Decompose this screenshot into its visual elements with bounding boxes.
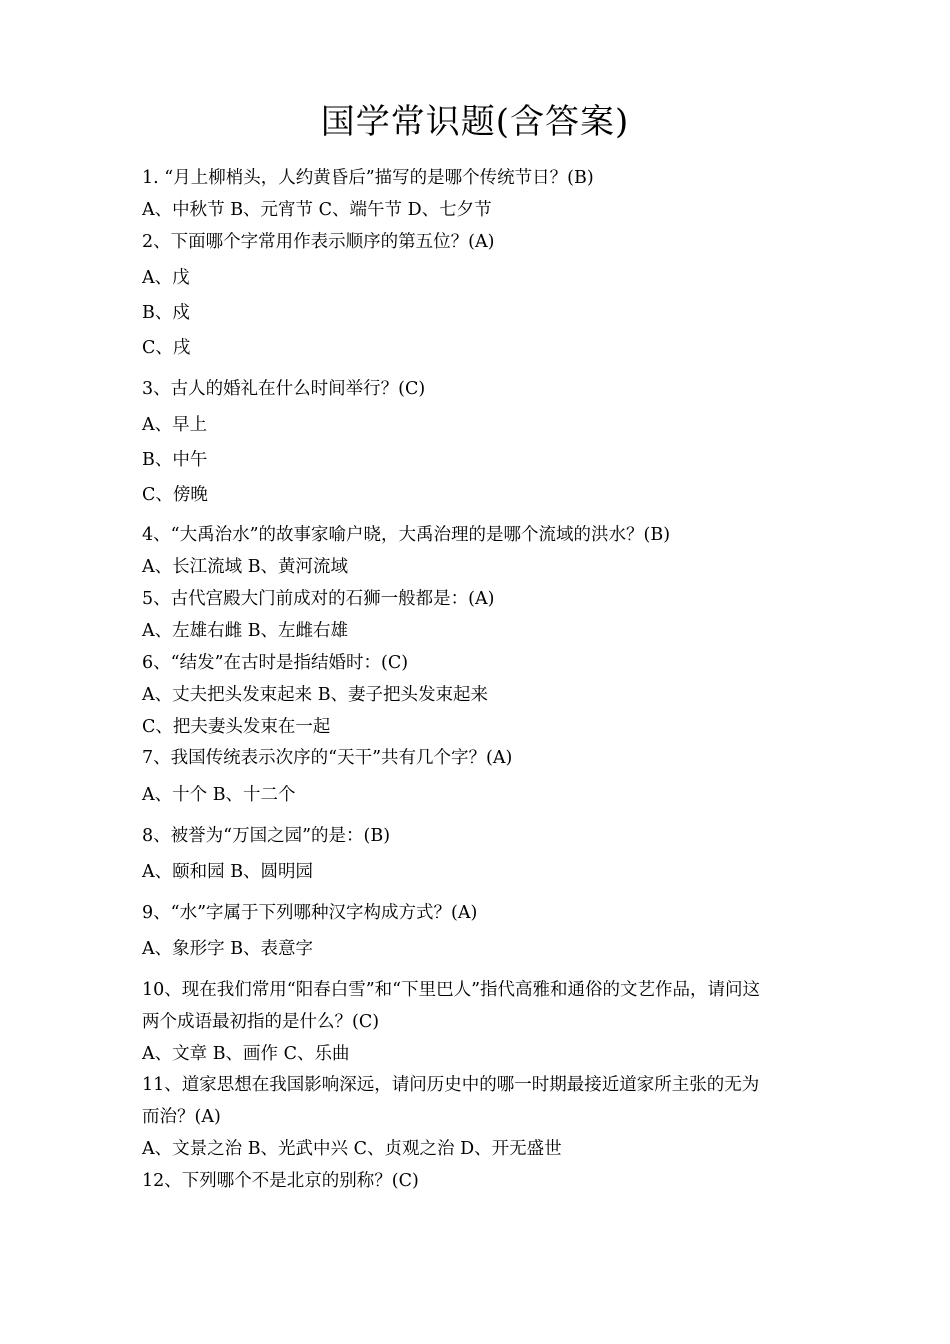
question-5: 5、古代宫殿大门前成对的石狮一般都是：(A) [142,589,495,609]
question-8: 8、被誉为“万国之园”的是：(B) [142,826,391,846]
question-11-continued: 而治？(A) [142,1107,221,1127]
question-5-options: A、左雄右雌 B、左雌右雄 [142,621,349,641]
question-10-continued: 两个成语最初指的是什么？(C) [142,1012,380,1032]
question-11: 11、道家思想在我国影响深远，请问历史中的哪一时期最接近道家所主张的无为 [142,1075,760,1095]
question-10-options: A、文章 B、画作 C、乐曲 [142,1044,350,1064]
question-7-options: A、十个 B、十二个 [142,785,296,805]
question-8-options: A、颐和园 B、圆明园 [142,862,314,882]
question-6: 6、“结发”在古时是指结婚时：(C) [142,653,409,673]
question-4: 4、“大禹治水”的故事家喻户晓，大禹治理的是哪个流域的洪水？(B) [142,525,671,545]
question-3: 3、古人的婚礼在什么时间举行？(C) [142,379,426,399]
question-12: 12、下列哪个不是北京的别称？(C) [142,1171,419,1191]
question-9: 9、“水”字属于下列哪种汉字构成方式？(A) [142,903,478,923]
question-2-option-b: B、戍 [142,303,190,323]
question-7: 7、我国传统表示次序的“天干”共有几个字？(A) [142,748,513,768]
question-3-option-c: C、傍晚 [142,485,208,505]
question-3-option-b: B、中午 [142,450,208,470]
question-11-options: A、文景之治 B、光武中兴 C、贞观之治 D、开无盛世 [142,1139,562,1159]
question-2: 2、下面哪个字常用作表示顺序的第五位？(A) [142,232,495,252]
question-2-option-c: C、戌 [142,338,191,358]
question-1: 1. “月上柳梢头，人约黄昏后”描写的是哪个传统节日？(B) [142,168,594,188]
question-4-options: A、长江流域 B、黄河流域 [142,557,349,577]
question-1-options: A、中秋节 B、元宵节 C、端午节 D、七夕节 [142,200,492,220]
question-6-option-c: C、把夫妻头发束在一起 [142,717,331,737]
question-3-option-a: A、早上 [142,415,208,435]
document-title: 国学常识题(含答案) [320,102,630,142]
question-10: 10、现在我们常用“阳春白雪”和“下里巴人”指代高雅和通俗的文艺作品，请问这 [142,980,761,1000]
question-6-options: A、丈夫把头发束起来 B、妻子把头发束起来 [142,685,489,705]
question-2-option-a: A、戊 [142,268,190,288]
question-9-options: A、象形字 B、表意字 [142,939,314,959]
